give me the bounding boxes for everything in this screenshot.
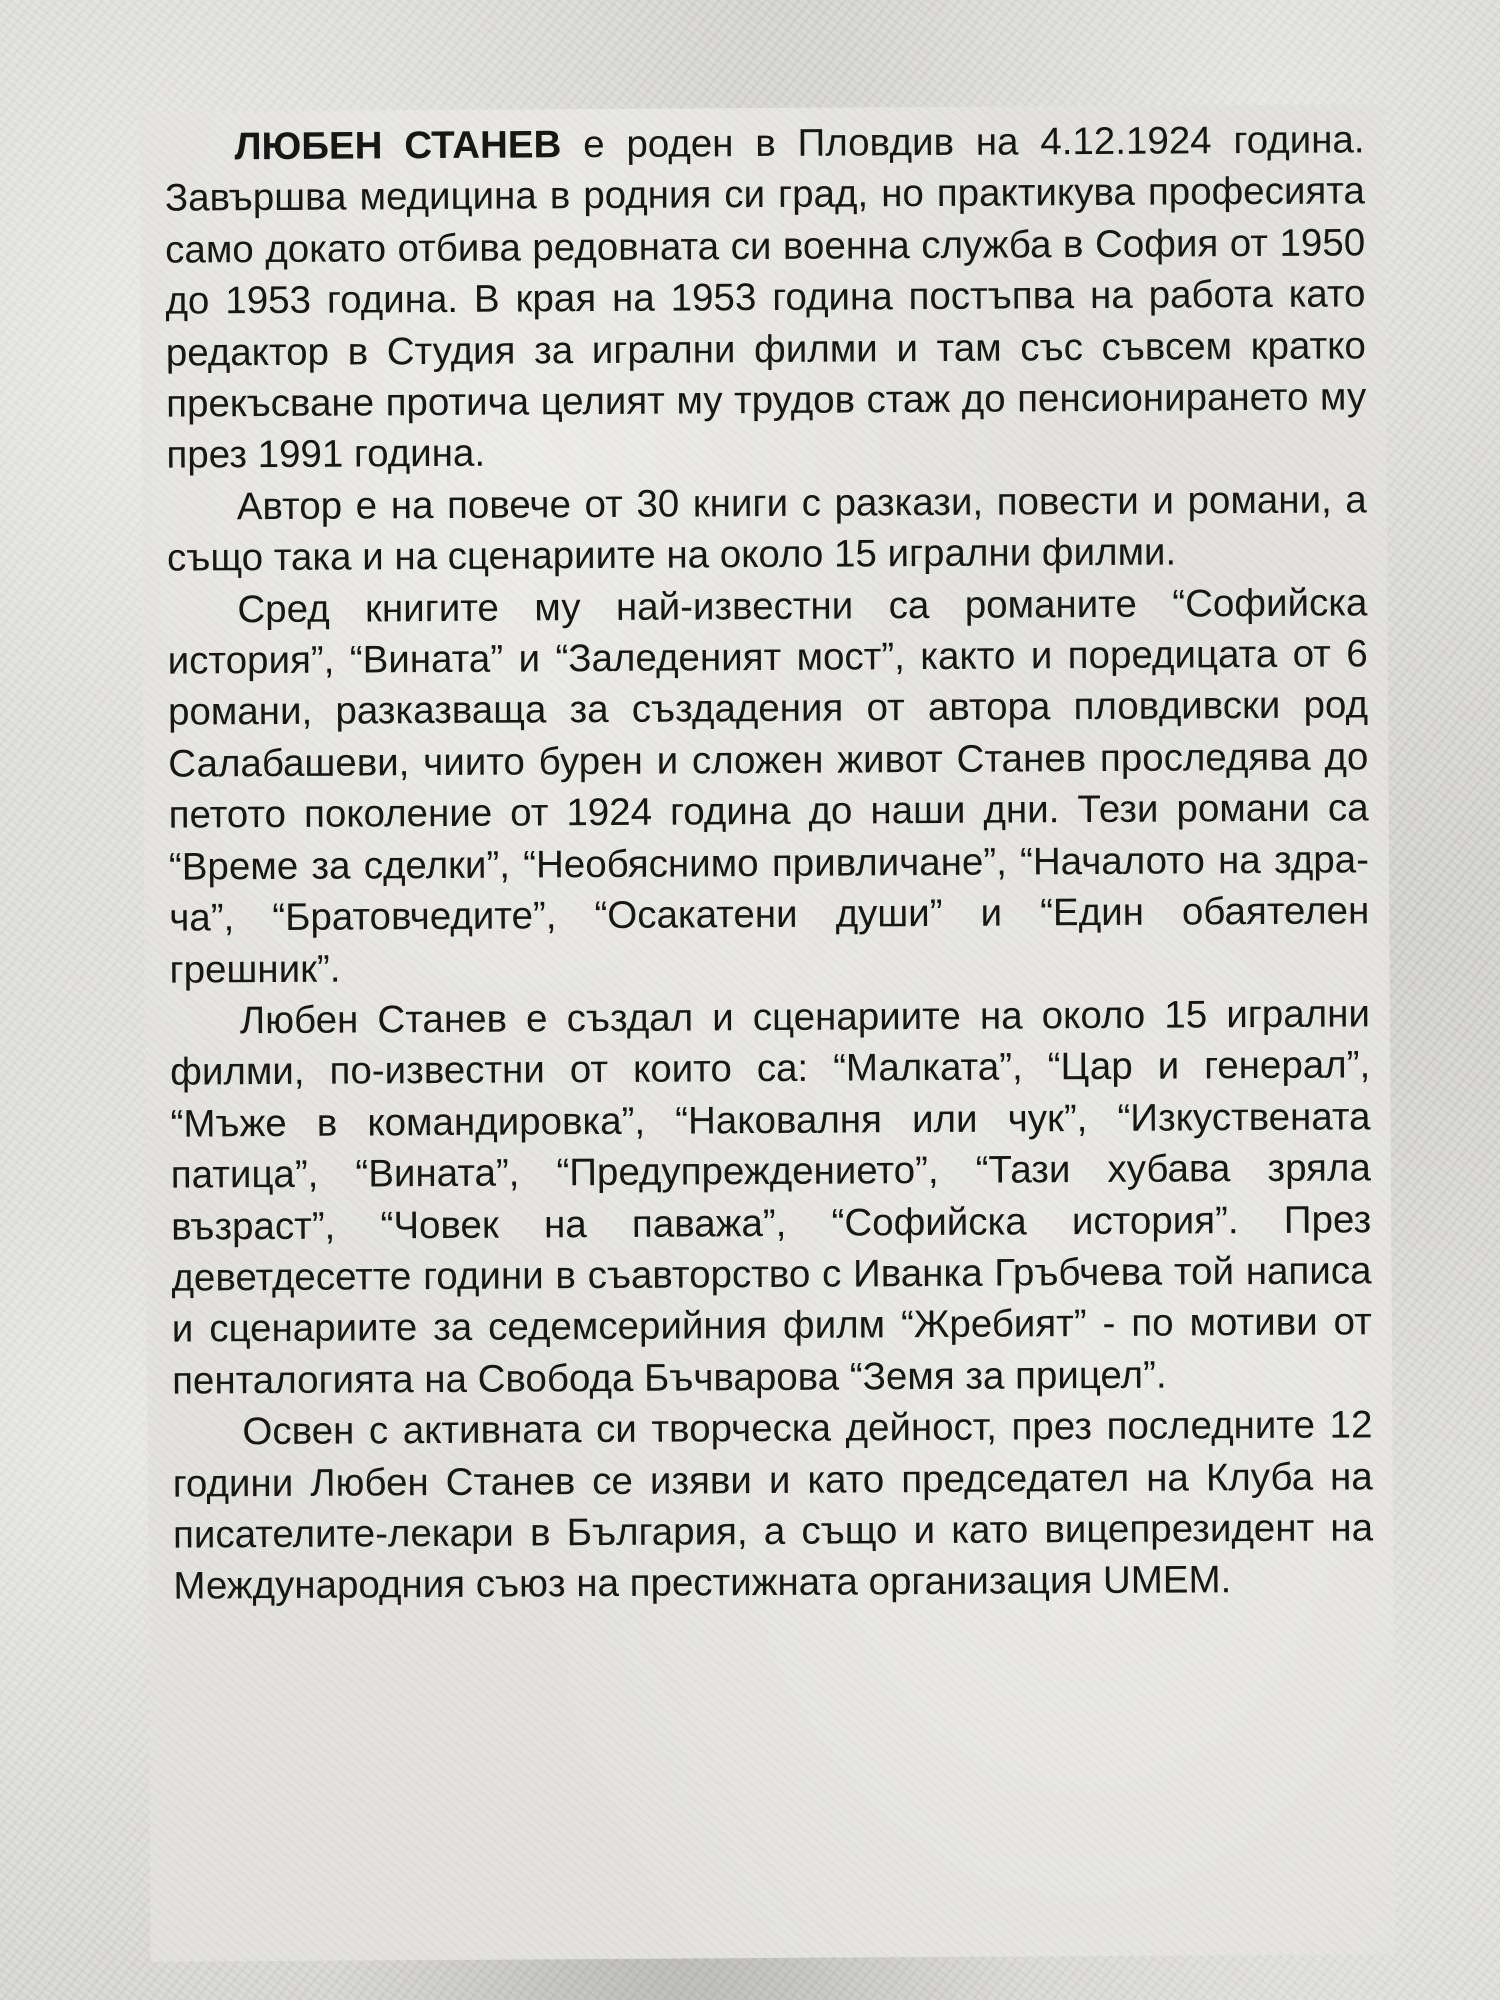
biography-panel bbox=[139, 104, 1395, 1962]
paragraph-1-text: е роден в Пловдив на 4.12.1924 година. Завършва медицина в родния си град, но практикува професията само докато отбива редовната си военна служба в София от 1950 до 1953 година. В края на 1953 година постъпва на работа като редактор в Студия за игрални филми и там със съвсем кратко прекъсване протича целият му трудов стаж до пенсионирането му през 1991 година. bbox=[164, 118, 1367, 478]
paragraph-activities: Освен с активната си творческа дейност, през последните 12 години Любен Станев се изяви и като председател на Клуба на писателите-лекари в България, а също и като вицепрезидент на Международния съюз на престижната организация UMEM. bbox=[172, 1403, 1374, 1609]
paragraph-birth-career bbox=[164, 114, 1366, 481]
paragraph-novels: Сред книгите му най-известни са романите “Софийска история”, “Вината” и “Заледеният мост”, както и поредицата от 6 романи, разказваща за създадения от автора пловдивски род Салабашеви, чиито бурен и сложен живот Станев проследява до петото поколение от 1924 година до наши дни. Тези романи са “Време за сделки”, “Необяснимо привличане”, “Началото на здрача”, “Братовчедите”, “Осакатени души” и “Един обаятелен грешник”. bbox=[167, 580, 1370, 992]
biography-text bbox=[164, 114, 1373, 1612]
author-name: ЛЮБЕН СТАНЕВ bbox=[234, 123, 562, 169]
paragraph-screenplays: Любен Станев е създал и сценариите на около 15 игрални филми, по-известни от които са: “Малката”, “Цар и генерал”, “Мъже в командировка”, “Наковалня или чук”, “Изкуствената патица”, “Вината”, “Предупреждението”, “Тази хубава зряла възраст”, “Човек на паважа”, “Софийска история”. През деветдесетте години в съавторство с Иванка Гръбчева той написа и сценариите за седемсерийния филм “Жребият” - по мотиви от пенталогията на Свобода Бъчварова “Земя за прицел”. bbox=[170, 992, 1372, 1403]
paragraph-books-count: Автор е на повече от 30 книги с разкази, повести и романи, а също така и на сценариите на около 15 игрални филми. bbox=[166, 478, 1367, 580]
